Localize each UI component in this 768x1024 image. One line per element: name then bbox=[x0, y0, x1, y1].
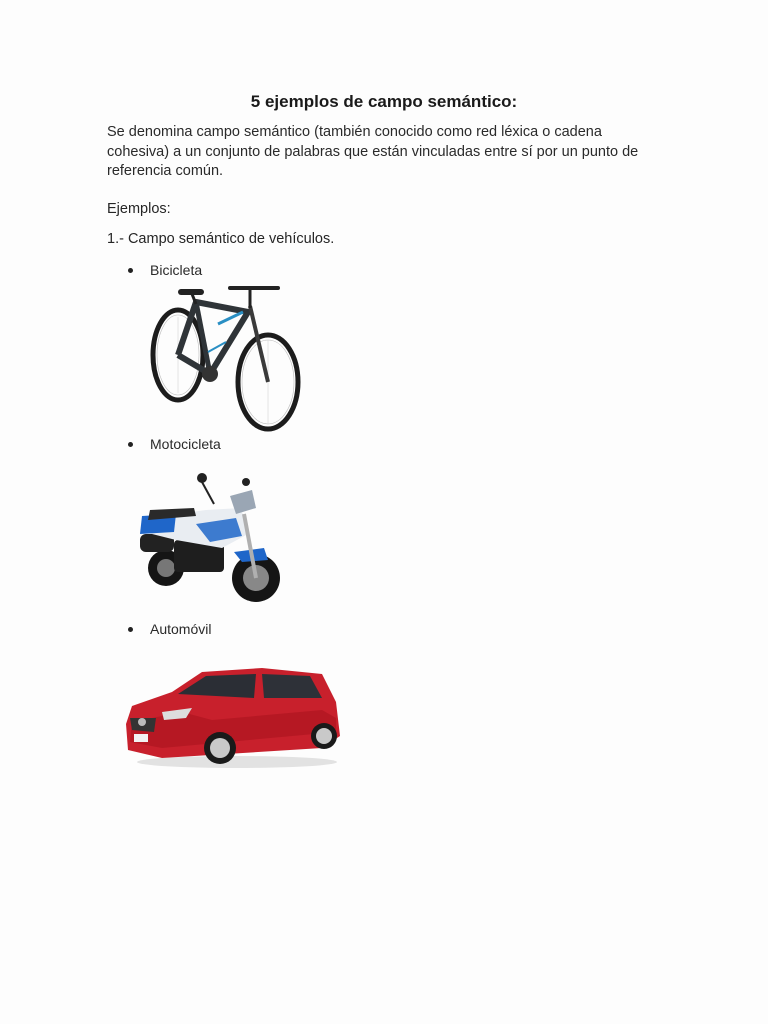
list-item-bicicleta bbox=[128, 262, 202, 278]
page-title: 5 ejemplos de campo semántico: bbox=[250, 92, 518, 111]
bicycle-image bbox=[148, 282, 304, 434]
bullet-icon bbox=[128, 627, 133, 632]
list-item-label: Motocicleta bbox=[150, 436, 221, 452]
car-image bbox=[122, 662, 344, 772]
list-item-label: Automóvil bbox=[150, 621, 212, 637]
list-item-label: Bicicleta bbox=[150, 262, 203, 278]
bullet-icon bbox=[128, 442, 133, 447]
motorcycle-image bbox=[136, 470, 284, 610]
list-item-automovil bbox=[128, 621, 211, 637]
list-item-motocicleta bbox=[128, 436, 221, 452]
examples-label: Ejemplos: bbox=[107, 201, 171, 217]
section-heading: 1.- Campo semántico de vehículos. bbox=[107, 231, 335, 247]
bullet-icon bbox=[128, 268, 133, 273]
intro-paragraph: Se denomina campo semántico (también conocido como red léxica o cadena cohesiva) a un conjunto de palabras que están vinculadas entre sí por un punto de referencia común. bbox=[107, 124, 639, 179]
